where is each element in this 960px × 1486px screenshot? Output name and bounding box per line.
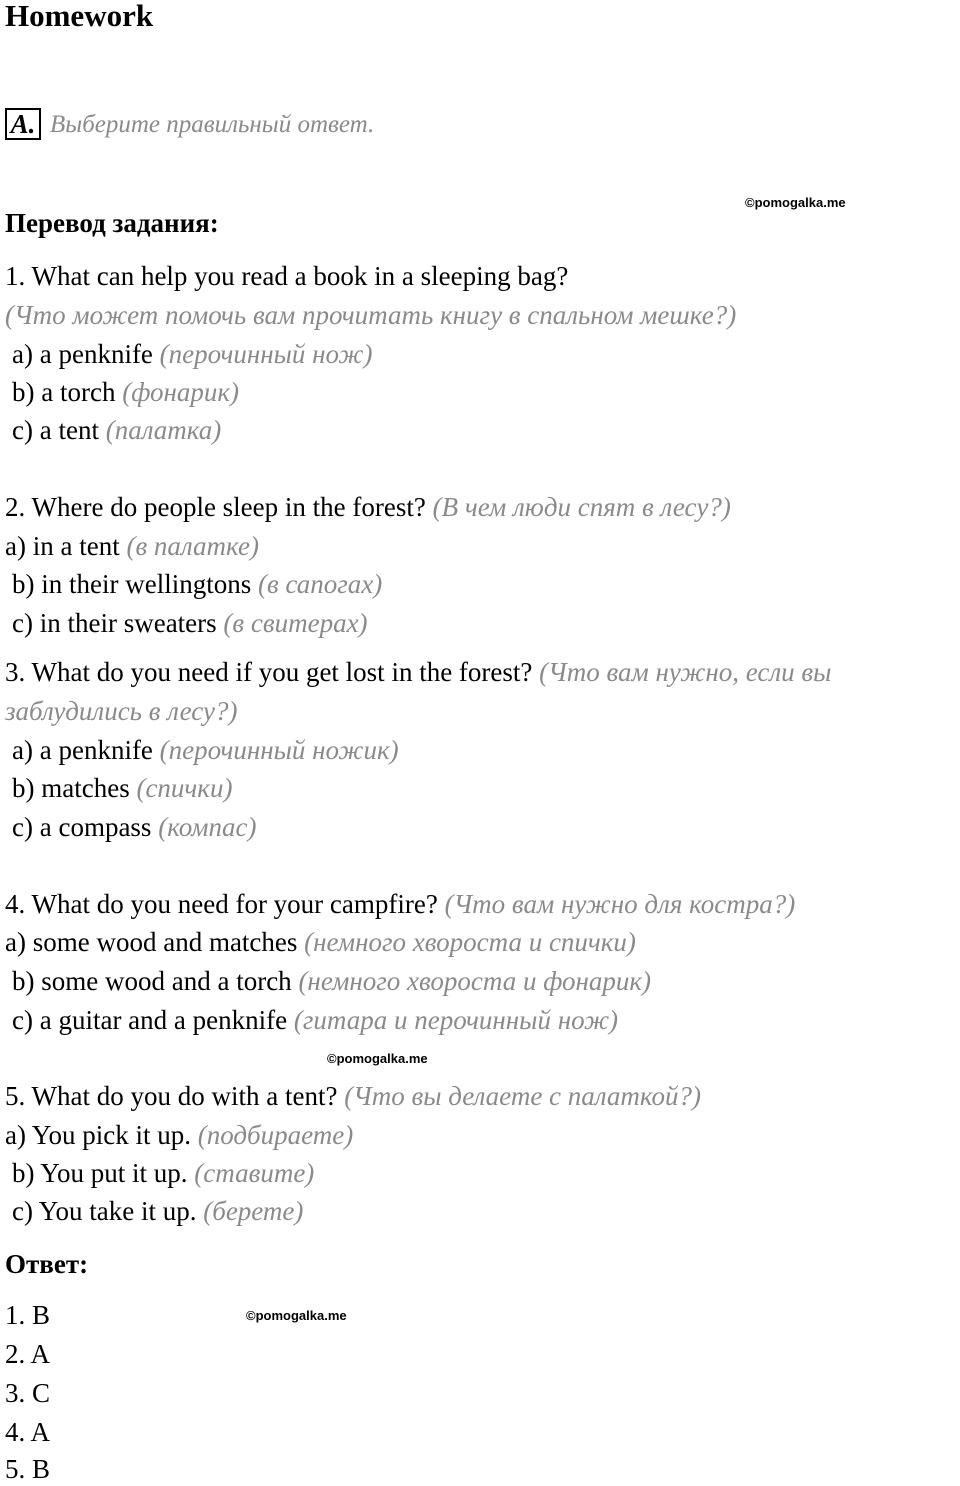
option-translation: (перочинный нож) xyxy=(159,339,373,369)
question-1-text: 1. What can help you read a book in a sleeping bag? xyxy=(5,261,569,291)
answer-item: 2. A xyxy=(5,1339,51,1369)
option-2b xyxy=(12,567,382,601)
option-5c xyxy=(12,1194,303,1228)
option-text: b) in their wellingtons xyxy=(12,569,252,599)
option-text: b) a torch xyxy=(12,377,116,407)
option-3b xyxy=(12,771,232,805)
option-translation: (палатка) xyxy=(105,415,222,445)
option-text: a) in a tent xyxy=(5,531,120,561)
option-translation: (немного хвороста и спички) xyxy=(304,927,636,957)
option-3a xyxy=(12,733,399,767)
option-text: b) some wood and a torch xyxy=(12,966,292,996)
option-translation: (в палатке) xyxy=(126,531,259,561)
option-text: c) a tent xyxy=(12,415,99,445)
answer-heading: Ответ: xyxy=(5,1249,89,1279)
option-translation: (гитара и перочинный нож) xyxy=(293,1005,619,1035)
watermark: ©pomogalka.me xyxy=(246,1308,347,1323)
option-1c xyxy=(12,413,221,447)
option-4b xyxy=(12,964,651,998)
option-text: c) You take it up. xyxy=(12,1196,197,1226)
question-1-translation: (Что может помочь вам прочитать книгу в спальном мешке?) xyxy=(5,300,737,330)
question-5-text: 5. What do you do with a tent? xyxy=(5,1081,338,1111)
question-1 xyxy=(5,259,568,293)
answer-item: 4. A xyxy=(5,1417,51,1447)
question-4-text: 4. What do you need for your campfire? xyxy=(5,889,438,919)
question-3-translation: (Что вам нужно, если вы xyxy=(539,657,832,687)
watermark: ©pomogalka.me xyxy=(745,195,846,210)
option-4a xyxy=(5,925,636,959)
option-translation: (компас) xyxy=(158,812,257,842)
option-text: c) a compass xyxy=(12,812,152,842)
option-translation: (спички) xyxy=(136,773,233,803)
question-3-translation-cont: заблудились в лесу?) xyxy=(5,696,238,726)
option-4c xyxy=(12,1003,618,1037)
option-translation: (подбираете) xyxy=(197,1120,354,1150)
option-5a xyxy=(5,1118,353,1152)
option-translation: (перочинный ножик) xyxy=(159,735,399,765)
answer-item: 1. B xyxy=(5,1300,51,1330)
question-3-text: 3. What do you need if you get lost in the forest? xyxy=(5,657,533,687)
option-translation: (фонарик) xyxy=(122,377,240,407)
question-3 xyxy=(5,655,831,689)
option-5b xyxy=(12,1156,314,1190)
question-2 xyxy=(5,490,731,524)
option-text: c) a guitar and a penknife xyxy=(12,1005,288,1035)
option-text: a) a penknife xyxy=(12,339,153,369)
option-translation: (немного хвороста и фонарик) xyxy=(298,966,652,996)
option-text: b) You put it up. xyxy=(12,1158,188,1188)
option-translation: (ставите) xyxy=(194,1158,315,1188)
answer-item: 5. B xyxy=(5,1454,51,1484)
answer-item: 3. C xyxy=(5,1378,51,1408)
question-2-translation: (В чем люди спят в лесу?) xyxy=(432,492,731,522)
option-text: a) You pick it up. xyxy=(5,1120,192,1150)
option-translation: (в свитерах) xyxy=(223,608,368,638)
translation-heading: Перевод задания: xyxy=(5,208,219,238)
option-text: c) in their sweaters xyxy=(12,608,217,638)
question-5 xyxy=(5,1079,701,1113)
option-translation: (берете) xyxy=(203,1196,304,1226)
option-text: a) a penknife xyxy=(12,735,153,765)
task-letter-box: A. xyxy=(5,108,41,140)
question-4 xyxy=(5,887,795,921)
question-2-text: 2. Where do people sleep in the forest? xyxy=(5,492,426,522)
watermark: ©pomogalka.me xyxy=(327,1051,428,1066)
option-1a xyxy=(12,337,372,371)
question-5-translation: (Что вы делаете с палаткой?) xyxy=(344,1081,701,1111)
option-3c xyxy=(12,810,256,844)
option-1b xyxy=(12,375,239,409)
option-text: a) some wood and matches xyxy=(5,927,298,957)
option-translation: (в сапогах) xyxy=(257,569,383,599)
option-text: b) matches xyxy=(12,773,130,803)
question-4-translation: (Что вам нужно для костра?) xyxy=(444,889,796,919)
page-title: Homework xyxy=(5,0,154,33)
option-2c xyxy=(12,606,368,640)
option-2a xyxy=(5,529,259,563)
task-instruction: Выберите правильный ответ. xyxy=(50,111,375,138)
